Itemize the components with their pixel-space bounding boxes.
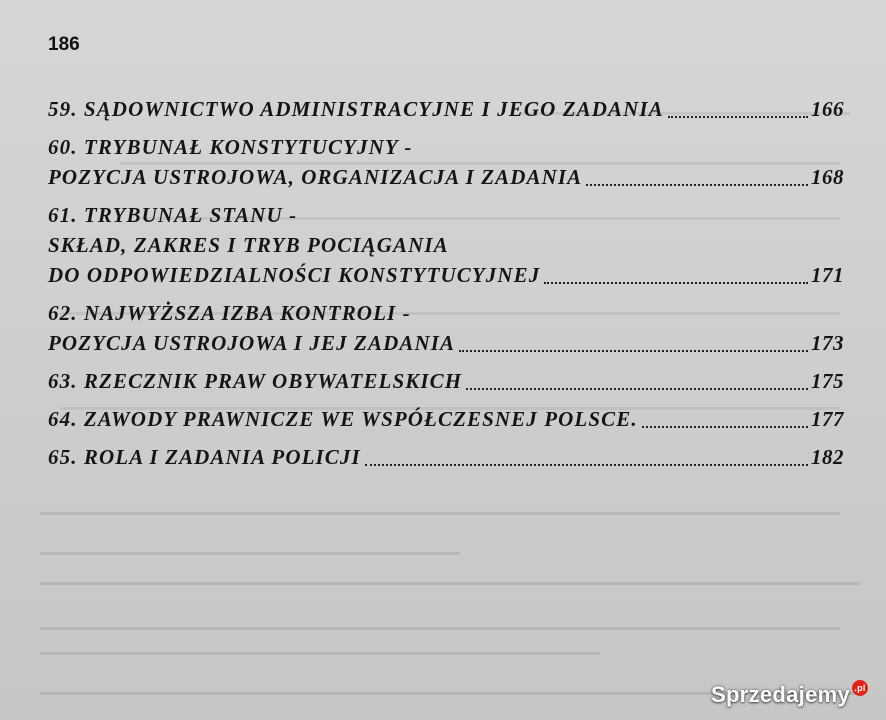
dot-leader xyxy=(466,388,808,390)
entry-spacer xyxy=(48,192,844,200)
toc-entry-number: 60. xyxy=(48,135,78,159)
toc-entry-page: 168 xyxy=(811,165,844,189)
dot-leader xyxy=(668,116,808,118)
toc-entry-text: POZYCJA USTROJOWA I JEJ ZADANIA xyxy=(48,331,456,355)
toc-entry-title xyxy=(48,200,297,230)
site-watermark xyxy=(711,682,868,708)
toc-entry-text: ROLA I ZADANIA POLICJI xyxy=(83,445,361,469)
toc-entry xyxy=(48,94,844,124)
toc-entry-text: TRYBUNAŁ KONSTYTUCYJNY - xyxy=(83,135,413,159)
toc-entry xyxy=(48,132,844,192)
table-of-contents xyxy=(48,94,844,472)
toc-entry-line xyxy=(48,260,844,290)
entry-spacer xyxy=(48,434,844,442)
toc-entry-page: 175 xyxy=(811,369,844,393)
toc-entry-line xyxy=(48,200,844,230)
toc-entry-title xyxy=(48,260,540,290)
toc-entry-page: 171 xyxy=(811,263,844,287)
entry-spacer xyxy=(48,396,844,404)
dot-leader xyxy=(586,184,808,186)
toc-entry-text: POZYCJA USTROJOWA, ORGANIZACJA I ZADANIA xyxy=(48,165,583,189)
toc-entry-line xyxy=(48,132,844,162)
toc-entry-number: 59. xyxy=(48,97,78,121)
toc-entry-text: SKŁAD, ZAKRES I TRYB POCIĄGANIA xyxy=(48,233,449,257)
toc-entry-text: SĄDOWNICTWO ADMINISTRACYJNE I JEGO ZADANIA xyxy=(83,97,664,121)
toc-entry-title xyxy=(48,404,638,434)
toc-entry-title xyxy=(48,132,412,162)
toc-entry-number: 62. xyxy=(48,301,78,325)
dot-leader xyxy=(544,282,808,284)
toc-entry-line xyxy=(48,404,844,434)
toc-entry xyxy=(48,200,844,290)
toc-entry xyxy=(48,366,844,396)
toc-entry-number: 65. xyxy=(48,445,78,469)
toc-entry xyxy=(48,442,844,472)
toc-entry-page: 173 xyxy=(811,331,844,355)
toc-entry-text: TRYBUNAŁ STANU - xyxy=(83,203,298,227)
entry-spacer xyxy=(48,124,844,132)
dot-leader xyxy=(642,426,808,428)
dot-leader xyxy=(365,464,808,466)
dot-leader xyxy=(459,350,808,352)
toc-entry-line xyxy=(48,298,844,328)
toc-entry-line xyxy=(48,366,844,396)
toc-entry-number: 61. xyxy=(48,203,78,227)
toc-entry-title xyxy=(48,298,411,328)
toc-entry-title xyxy=(48,162,582,192)
toc-entry-title xyxy=(48,442,361,472)
entry-spacer xyxy=(48,290,844,298)
toc-entry-page: 182 xyxy=(811,445,844,469)
toc-entry-line xyxy=(48,230,844,260)
toc-entry-text: RZECZNIK PRAW OBYWATELSKICH xyxy=(83,369,463,393)
toc-entry xyxy=(48,404,844,434)
toc-entry-line xyxy=(48,162,844,192)
watermark-badge: .pl xyxy=(852,680,868,696)
toc-entry-title xyxy=(48,366,462,396)
toc-entry-line xyxy=(48,94,844,124)
toc-entry xyxy=(48,298,844,358)
entry-spacer xyxy=(48,358,844,366)
toc-entry-line xyxy=(48,442,844,472)
toc-entry-text: ZAWODY PRAWNICZE WE WSPÓŁCZESNEJ POLSCE. xyxy=(83,407,638,431)
page-number: 186 xyxy=(48,34,80,55)
toc-entry-title xyxy=(48,230,449,260)
watermark-text: Sprzedajemy xyxy=(710,682,850,707)
toc-entry-number: 63. xyxy=(48,369,78,393)
toc-entry-text: DO ODPOWIEDZIALNOŚCI KONSTYTUCYJNEJ xyxy=(48,263,541,287)
toc-entry-line xyxy=(48,328,844,358)
toc-entry-number: 64. xyxy=(48,407,78,431)
toc-entry-page: 177 xyxy=(811,407,844,431)
toc-entry-title xyxy=(48,328,455,358)
toc-entry-text: NAJWYŻSZA IZBA KONTROLI - xyxy=(83,301,411,325)
toc-entry-page: 166 xyxy=(811,97,844,121)
toc-entry-title xyxy=(48,94,664,124)
